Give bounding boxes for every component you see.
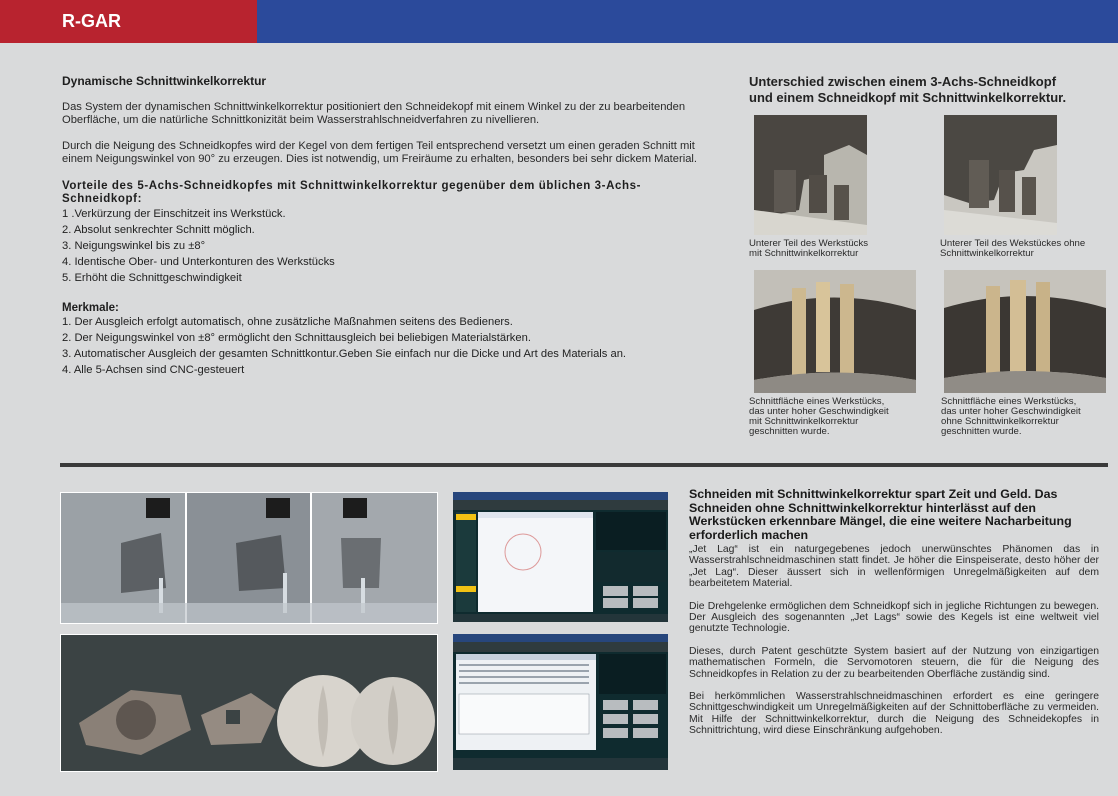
caption-line: das unter hoher Geschwindigkeit (749, 406, 889, 417)
features-title: Merkmale: (62, 302, 119, 314)
photo-finished-parts (60, 634, 438, 772)
list-item: 5. Erhöht die Schnittgeschwindigkeit (62, 272, 242, 284)
software-screenshot-top (453, 492, 668, 622)
left-column (62, 74, 714, 378)
list-item: 4. Identische Ober- und Unterkonturen des Werkstücks (62, 256, 335, 268)
list-item: 3. Neigungswinkel bis zu ±8° (62, 240, 206, 252)
caption-line: mit Schnittwinkelkorrektur (749, 248, 859, 259)
comparison-title-line: und einem Schneidkopf mit Schnittwinkelkorrektur. (749, 90, 1067, 105)
photo-gear-with-correction (754, 115, 867, 235)
brand-logo: R-GAR (0, 0, 257, 43)
jet-lag-paragraph: „Jet Lag“ ist ein naturgegebenes jedoch unerwünschtes Phänomen das in Wasserstrahlschneidmaschinen statt findet. Je höher die Einspeiserate, desto höher der „Jet Lag“. Dieser äussert sich in wellenförmigen Unregelmäßigkeiten auf dem bearbeitetem Material. (689, 544, 1099, 590)
list-item: 4. Alle 5-Achsen sind CNC-gesteuert (62, 364, 245, 376)
caption-line: Unterer Teil des Wekstückes ohne (940, 238, 1086, 249)
caption-line: geschnitten wurde. (749, 426, 830, 437)
caption-line: mit Schnittwinkelkorrektur (749, 416, 859, 427)
caption-gear-without-correction (940, 239, 1085, 259)
section-title: Dynamische Schnittwinkelkorrektur (62, 74, 267, 88)
list-item: 2. Der Neigungswinkel von ±8° ermöglicht den Schnittausgleich bei beliebigen Materialstärken. (62, 332, 531, 344)
caption-line: Schnittfläche eines Werkstücks, (749, 396, 885, 407)
tilt-paragraph: Durch die Neigung des Schneidkopfes wird der Kegel von dem fertigen Teil entsprechend versetzt um einen geraden Schnitt mit einem Neigungswinkel von 90° zu erzeugen. Dies ist notwendig, um Freiräume zu erhalten, besonders bei sehr dickem Material. (62, 140, 698, 165)
photo-cut-surface-without-correction (944, 270, 1106, 393)
caption-line: das unter hoher Geschwindigkeit (941, 406, 1081, 417)
speed-paragraph: Bei herkömmlichen Wasserstrahlschneidmaschinen erfordert es eine geringere Schnittgeschwindigkeit um Unregelmäßigkeiten auf der Schnittoberfläche zu vermeiden. Mit Hilfe der Schnittwinkelkorrektur, durch die Neigung des Schneidekopfes in Schnittrichtung, wird diese Einschränkung aufgehoben. (689, 691, 1099, 737)
list-item: 2. Absolut senkrechter Schnitt möglich. (62, 224, 255, 236)
list-item: 1 .Verkürzung der Einschitzeit ins Werkstück. (62, 208, 286, 220)
section-divider (60, 463, 1108, 467)
joints-paragraph: Die Drehgelenke ermöglichen dem Schneidkopf sich in jegliche Richtungen zu bewegen. Der Ausgleich des sogenannten „Jet Lags“ sowie des Kegels ist eine weltweit viel genutzte Technologie. (689, 600, 1099, 635)
list-item: 1. Der Ausgleich erfolgt automatisch, ohne zusätzliche Maßnahmen seitens des Bedieners. (62, 316, 513, 328)
caption-gear-with-correction (749, 239, 868, 259)
caption-line: geschnitten wurde. (941, 426, 1022, 437)
comparison-title (749, 74, 1109, 106)
caption-line: ohne Schnittwinkelkorrektur (941, 416, 1059, 427)
photo-cutting-heads (60, 492, 438, 624)
caption-line: Unterer Teil des Werkstücks (749, 238, 869, 249)
caption-line: Schnittwinkelkorrektur (940, 248, 1034, 259)
photo-cut-surface-with-correction (754, 270, 916, 393)
header-bar (0, 0, 1118, 43)
bottom-text-column (689, 488, 1099, 737)
photo-gear-without-correction (944, 115, 1057, 235)
caption-cut-without-correction (941, 397, 1081, 437)
header-blue-band (257, 0, 1118, 43)
comparison-title-line: Unterschied zwischen einem 3-Achs-Schneidkopf (749, 74, 1057, 89)
advantages-title: Vorteile des 5-Achs-Schneidkopfes mit Schnittwinkelkorrektur gegenüber dem üblichen 3-Achs-Schneidkopf: (62, 180, 642, 205)
caption-cut-with-correction (749, 397, 889, 437)
advantages-list (62, 206, 714, 286)
intro-paragraph: Das System der dynamischen Schnittwinkelkorrektur positioniert den Schneidekopf mit einem Winkel zu der zu bearbeitenden Oberfläche, um die natürliche Schnittkonizität beim Wasserstrahlschneidverfahren zu nivellieren. (62, 101, 686, 126)
bottom-headline: Schneiden mit Schnittwinkelkorrektur spart Zeit und Geld. Das Schneiden ohne Schnittwinkelkorrektur hinterlässt auf den Werkstücken erkennbare Mängel, die eine weitere Nacharbeitung erforderlich machen (689, 487, 1072, 542)
list-item: 3. Automatischer Ausgleich der gesamten Schnittkontur.Geben Sie einfach nur die Dicke und Art des Materials an. (62, 348, 627, 360)
caption-line: Schnittfläche eines Werkstücks, (941, 396, 1077, 407)
features-list (62, 314, 714, 378)
patent-paragraph: Dieses, durch Patent geschützte System basiert auf der Nutzung von einzigartigen mathematischen Formeln, die Servomotoren steuern, die für die Neigung des Schneidkopfes in Relation zu der zu bearbeitenden Oberfläche zuständig sind. (689, 645, 1099, 680)
software-screenshot-bottom (453, 634, 668, 770)
